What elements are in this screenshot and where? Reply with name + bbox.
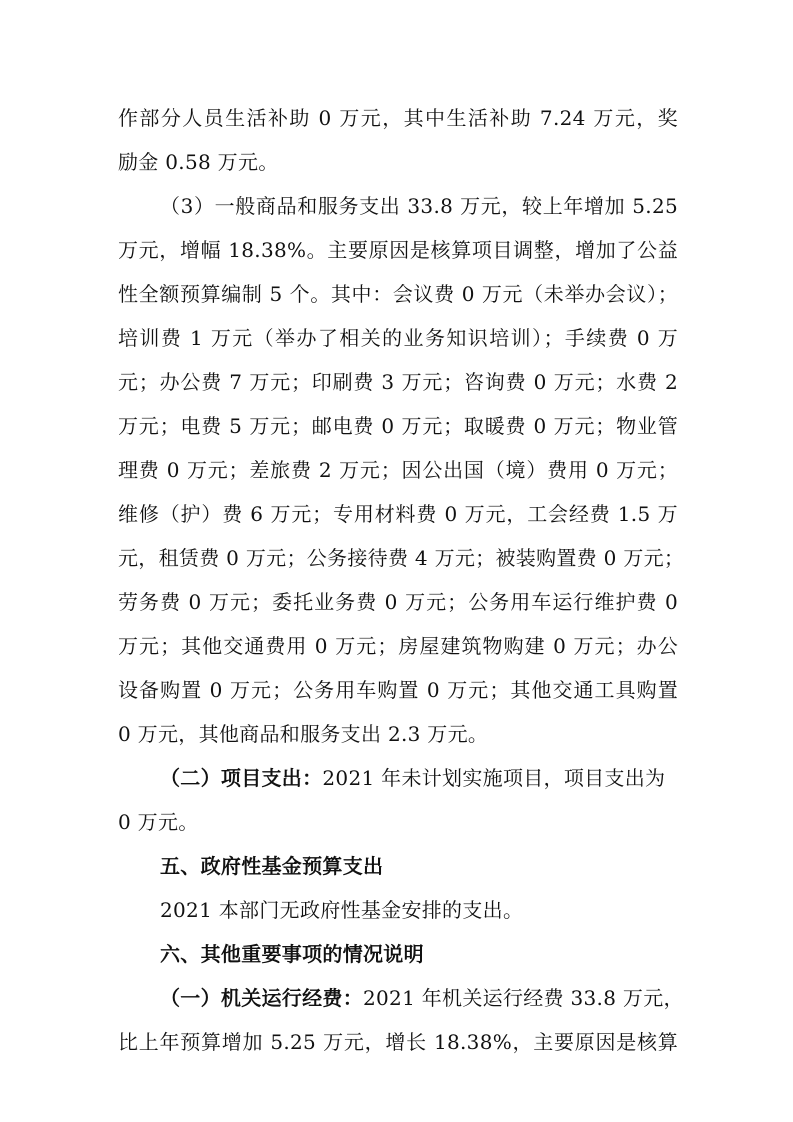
section-6-cont: 比上年预算增加 5.25 万元，增长 18.38%，主要原因是核算 [118,1030,678,1054]
body-line-1: 作部分人员生活补助 0 万元，其中生活补助 7.24 万元，奖 [118,106,678,130]
project-expense-cont: 0 万元。 [118,810,199,834]
section-6-sub-text: 2021 年机关运行经费 33.8 万元， [363,986,684,1010]
body-line-2: 励金 0.58 万元。 [118,150,279,174]
section-5-heading: 五、政府性基金预算支出 [160,854,384,878]
section-5-text: 2021 本部门无政府性基金安排的支出。 [160,898,524,922]
project-expense-text: 2021 年未计划实施项目，项目支出为 [322,766,666,790]
body-line-6: 培训费 1 万元（举办了相关的业务知识培训）；手续费 0 万 [118,326,678,350]
body-line-8: 万元；电费 5 万元；邮电费 0 万元；取暖费 0 万元；物业管 [118,414,678,438]
body-line-3: （3）一般商品和服务支出 33.8 万元，较上年增加 5.25 [160,194,678,218]
project-expense-heading: （二）项目支出： [160,766,323,790]
body-line-14: 设备购置 0 万元；公务用车购置 0 万元；其他交通工具购置 [118,678,678,702]
body-line-10: 维修（护）费 6 万元；专用材料费 0 万元，工会经费 1.5 万 [118,502,678,526]
body-line-13: 万元；其他交通费用 0 万元；房屋建筑物购建 0 万元；办公 [118,634,678,658]
body-line-5: 性全额预算编制 5 个。其中：会议费 0 万元（未举办会议）； [118,282,678,306]
section-6-heading: 六、其他重要事项的情况说明 [160,942,424,966]
project-expense-line [160,766,665,790]
body-line-15: 0 万元，其他商品和服务支出 2.3 万元。 [118,722,489,746]
body-line-12: 劳务费 0 万元；委托业务费 0 万元；公务用车运行维护费 0 [118,590,678,614]
body-line-11: 元，租赁费 0 万元；公务接待费 4 万元；被装购置费 0 万元； [118,546,685,570]
body-line-9: 理费 0 万元；差旅费 2 万元；因公出国（境）费用 0 万元； [118,458,678,482]
body-line-4: 万元，增幅 18.38%。主要原因是核算项目调整，增加了公益 [118,238,678,262]
section-6-sub-heading: （一）机关运行经费： [160,986,363,1010]
section-6-sub-line [160,986,684,1010]
body-line-7: 元；办公费 7 万元；印刷费 3 万元；咨询费 0 万元；水费 2 [118,370,678,394]
